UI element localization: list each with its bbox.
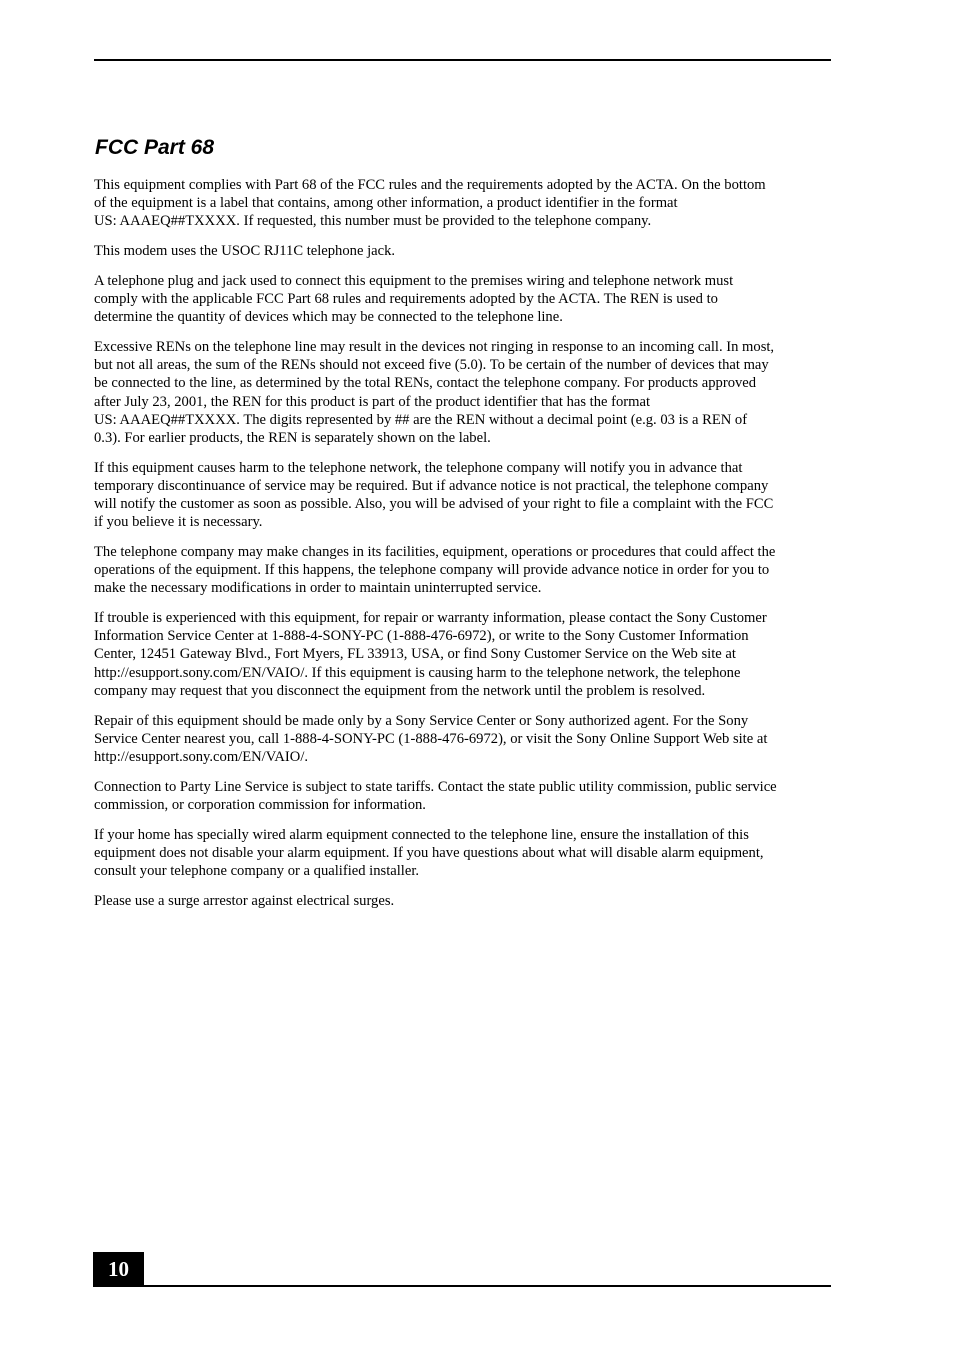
paragraph	[94, 176, 831, 231]
body-text	[94, 176, 831, 921]
text-line: be connected to the line, as determined by the total RENs, contact the telephone company. For products approved	[94, 375, 757, 392]
paragraph	[94, 272, 831, 327]
page-title: FCC Part 68	[95, 136, 215, 159]
top-rule	[94, 59, 831, 61]
text-line: temporary discontinuance of service may be required. But if advance notice is not practical, the telephone company	[94, 477, 769, 494]
text-line: commission, or corporation commission for information.	[94, 796, 426, 813]
paragraph	[94, 543, 831, 598]
text-line: US: AAAEQ##TXXXX. The digits represented by ## are the REN without a decimal point (e.g. 03 is a REN of	[94, 411, 748, 428]
text-line: US: AAAEQ##TXXXX. If requested, this number must be provided to the telephone company.	[94, 213, 652, 230]
paragraph	[94, 892, 831, 910]
text-line: will notify the customer as soon as possible. Also, you will be advised of your right to file a complaint with the FCC	[94, 496, 774, 513]
text-line: 0.3). For earlier products, the REN is separately shown on the label.	[94, 429, 491, 446]
text-line: company may request that you disconnect the equipment from the network until the problem is resolved.	[94, 682, 706, 699]
text-line: but not all areas, the sum of the RENs should not exceed five (5.0). To be certain of the number of devices that may	[94, 357, 769, 374]
text-line: If this equipment causes harm to the telephone network, the telephone company will notify you in advance that	[94, 459, 743, 476]
text-line: Please use a surge arrestor against electrical surges.	[94, 892, 395, 909]
text-line: make the necessary modifications in order to maintain uninterrupted service.	[94, 580, 542, 597]
text-line: comply with the applicable FCC Part 68 rules and requirements adopted by the ACTA. The REN is used to	[94, 291, 718, 308]
text-line: Information Service Center at 1-888-4-SONY-PC (1-888-476-6972), or write to the Sony Customer Information	[94, 628, 749, 645]
text-line: If trouble is experienced with this equipment, for repair or warranty information, please contact the Sony Customer	[94, 610, 767, 627]
paragraph	[94, 459, 831, 532]
paragraph	[94, 338, 831, 447]
text-line: after July 23, 2001, the REN for this product is part of the product identifier that has the format	[94, 393, 651, 410]
text-line: determine the quantity of devices which may be connected to the telephone line.	[94, 309, 563, 326]
page-number: 10	[93, 1252, 144, 1287]
text-line: The telephone company may make changes in its facilities, equipment, operations or procedures that could affect the	[94, 543, 776, 560]
text-line: This equipment complies with Part 68 of the FCC rules and the requirements adopted by the ACTA. On the bottom	[94, 177, 766, 193]
text-line: Excessive RENs on the telephone line may result in the devices not ringing in response to an incoming call. In most,	[94, 338, 775, 355]
paragraph	[94, 712, 831, 767]
bottom-rule	[93, 1285, 831, 1287]
text-line: Service Center nearest you, call 1-888-4-SONY-PC (1-888-476-6972), or visit the Sony Online Support Web site at	[94, 730, 768, 747]
paragraph	[94, 826, 831, 881]
paragraph	[94, 778, 831, 814]
text-line: if you believe it is necessary.	[94, 514, 263, 531]
text-line: of the equipment is a label that contains, among other information, a product identifier in the format	[94, 195, 678, 212]
text-line: Repair of this equipment should be made only by a Sony Service Center or Sony authorized agent. For the Sony	[94, 712, 749, 729]
text-line: Connection to Party Line Service is subject to state tariffs. Contact the state public utility commission, public service	[94, 778, 777, 795]
text-line: consult your telephone company or a qualified installer.	[94, 863, 420, 879]
text-line: http://esupport.sony.com/EN/VAIO/. If this equipment is causing harm to the telephone network, the telephone	[94, 664, 741, 681]
text-line: equipment does not disable your alarm equipment. If you have questions about what will disable alarm equipment,	[94, 844, 764, 861]
text-line: If your home has specially wired alarm equipment connected to the telephone line, ensure the installation of this	[94, 826, 749, 843]
paragraph	[94, 242, 831, 260]
text-line: This modem uses the USOC RJ11C telephone jack.	[94, 243, 396, 260]
text-line: operations of the equipment. If this happens, the telephone company will provide advance notice in order for you to	[94, 562, 770, 579]
paragraph	[94, 609, 831, 700]
text-line: Center, 12451 Gateway Blvd., Fort Myers, FL 33913, USA, or find Sony Customer Service on the Web site at	[94, 646, 736, 663]
text-line: A telephone plug and jack used to connect this equipment to the premises wiring and telephone network must	[94, 272, 734, 289]
text-line: http://esupport.sony.com/EN/VAIO/.	[94, 748, 309, 765]
